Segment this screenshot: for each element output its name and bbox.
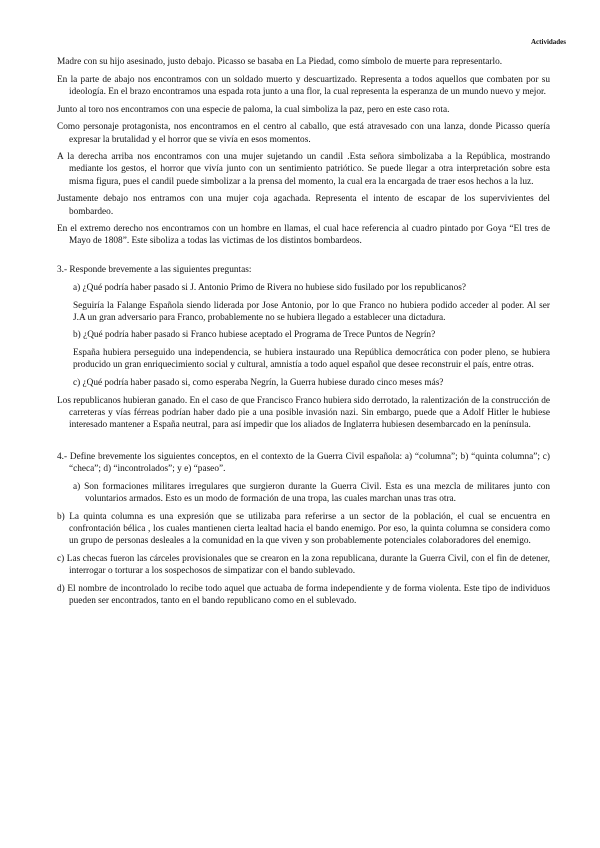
answer-4a: a) Son formaciones militares irregulares que surgieron durante la Guerra Civil. Esta es una mezcla de militares junto con voluntarios armados. Esto es un modo de formación de una tropa, las cuales marchan unas tras otra. (73, 481, 550, 504)
page-header: Actividades (531, 38, 566, 46)
paragraph-madre: Madre con su hijo asesinado, justo debajo. Picasso se basaba en La Piedad, como símbolo de muerte para representarlo. (57, 57, 503, 67)
question-3a: a) ¿Qué podría haber pasado si J. Antonio Primo de Rivera no hubiese sido fusilado por los republicanos? (73, 282, 466, 293)
paragraph-soldado: En la parte de abajo nos encontramos con un soldado muerto y descuartizado. Representa a todos aquellos que combaten por su ideología. En el brazo encontramos una espada rota junto a una flor, la cual representa la esperanza de un mundo nuevo y mejor. (57, 74, 550, 97)
question-3b: b) ¿Qué podría haber pasado si Franco hubiese aceptado el Programa de Trece Puntos de Negrín? (73, 330, 436, 341)
answer-4d: d) El nombre de incontrolado lo recibe todo aquel que actuaba de forma independiente y de forma violenta. Este tipo de individuos pueden ser encontrados, tanto en el bando republicano como en el sublevado. (57, 583, 550, 606)
answer-3a: Seguiría la Falange Española siendo liderada por Jose Antonio, por lo que Franco no hubiera podido acceder al poder. Al ser J.A un gran adversario para Franco, probablemente no se hubiera llegado a establecer una dictadura. (73, 300, 550, 323)
answer-4c: c) Las checas fueron las cárceles provisionales que se crearon en la zona republicana, durante la Guerra Civil, con el fin de detener, interrogar o torturar a los sospechosos de simpatizar con el bando sublevado. (57, 553, 550, 576)
paragraph-mujer-coja: Justamente debajo nos entramos con una mujer coja agachada. Representa el intento de escapar de los supervivientes del bombardeo. (57, 194, 550, 217)
spacer (57, 253, 550, 264)
paragraph-caballo: Como personaje protagonista, nos encontramos en el centro al caballo, que está atravesado con una lanza, donde Picasso quería expresar la brutalidad y el horror que se vivía en esos momentos. (57, 122, 550, 145)
answer-3b: España hubiera perseguido una independencia, se hubiera instaurado una República democrática con poder pleno, se hubiera producido un gran enriquecimiento social y cultural, amnistía a todo aquel español que desee reconstruir el país, entre otras. (73, 348, 550, 371)
paragraph-hombre-llamas: En el extremo derecho nos encontramos con un hombre en llamas, el cual hace referencia al cuadro pintado por Goya “El tres de Mayo de 1808”. Este siboliza a todas las victimas de los distintos bombardeos. (57, 224, 550, 247)
paragraph-mujer-candil: A la derecha arriba nos encontramos con una mujer sujetando un candil .Esta señora simbolizaba a la República, mostrando mediante los gestos, el horror que vivía junto con un sentimiento patriótico. Se puede llegar a otra interpretación sobre esta misma figura, pues el candil puede simbolizar a la prensa del momento, la cual era la encargada de traer esos hechos a la luz. (57, 152, 550, 187)
answer-3c: Los republicanos hubieran ganado. En el caso de que Francisco Franco hubiera sido derrotado, la ralentización de la construcción de carreteras y vías férreas podrían haber dado pie a una posible invasión nazi. Sin embargo, puede que a Adolf Hitler le hubiese interesado mantener a España neutral, para así impedir que los aliados de Inglaterra hubiesen desembarcado en la península. (57, 395, 550, 431)
answer-4b: b) La quinta columna es una expresión que se utilizaba para referirse a un sector de la población, el cual se encuentra en confrontación bélica , los cuales mantienen cierta lealtad hacia el bando enemigo. Por eso, la quinta columna se considera como un grupo de personas desleales a la comunidad en la que viven y son probablemente potenciales colaboradores del enemigo. (57, 511, 550, 547)
spacer (57, 437, 550, 451)
question-4-heading: 4.- Define brevemente los siguientes conceptos, en el contexto de la Guerra Civil española: a) “columna”; b) “quinta columna”; c) “checa”; d) “incontrolados”; y e) “paseo”. (57, 451, 550, 475)
question-3c: c) ¿Qué podría haber pasado si, como esperaba Negrín, la Guerra hubiese durado cinco meses más? (73, 378, 444, 389)
question-3-heading: 3.- Responde brevemente a las siguientes preguntas: (57, 265, 252, 276)
document-body (57, 56, 550, 613)
paragraph-paloma: Junto al toro nos encontramos con una especie de paloma, la cual simboliza la paz, pero en este caso rota. (57, 104, 450, 115)
